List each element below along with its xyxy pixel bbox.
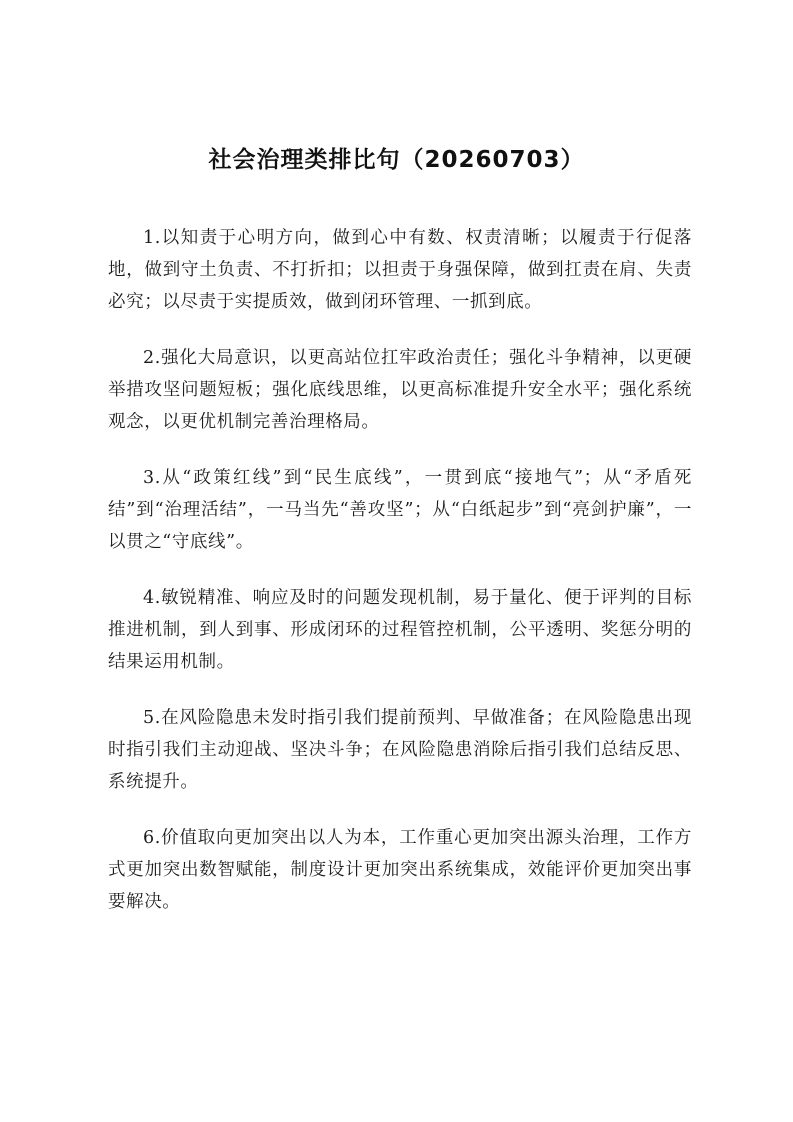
paragraph-3: 3.从“政策红线”到“民生底线”，一贯到底“接地气”；从“矛盾死结”到“治理活结”，一马当先“善攻坚”；从“白纸起步”到“亮剑护廉”，一以贯之“守底线”。 [108, 468, 692, 552]
paragraph-1: 1.以知责于心明方向，做到心中有数、权责清晰；以履责于行促落地，做到守土负责、不打折扣；以担责于身强保障，做到扛责在肩、失责必究；以尽责于实提质效，做到闭环管理、一抓到底。 [108, 228, 692, 312]
paragraph-4: 4.敏锐精准、响应及时的问题发现机制，易于量化、便于评判的目标推进机制，到人到事、形成闭环的过程管控机制，公平透明、奖惩分明的结果运用机制。 [108, 588, 692, 672]
paragraph-6: 6.价值取向更加突出以人为本，工作重心更加突出源头治理，工作方式更加突出数智赋能，制度设计更加突出系统集成，效能评价更加突出事要解决。 [108, 828, 692, 912]
page-title: 社会治理类排比句（20260703） [208, 147, 585, 173]
document-body [108, 222, 692, 942]
paragraph-2: 2.强化大局意识，以更高站位扛牢政治责任；强化斗争精神，以更硬举措攻坚问题短板；强化底线思维，以更高标准提升安全水平；强化系统观念，以更优机制完善治理格局。 [108, 348, 692, 432]
paragraph-5: 5.在风险隐患未发时指引我们提前预判、早做准备；在风险隐患出现时指引我们主动迎战、坚决斗争；在风险隐患消除后指引我们总结反思、系统提升。 [108, 708, 692, 792]
